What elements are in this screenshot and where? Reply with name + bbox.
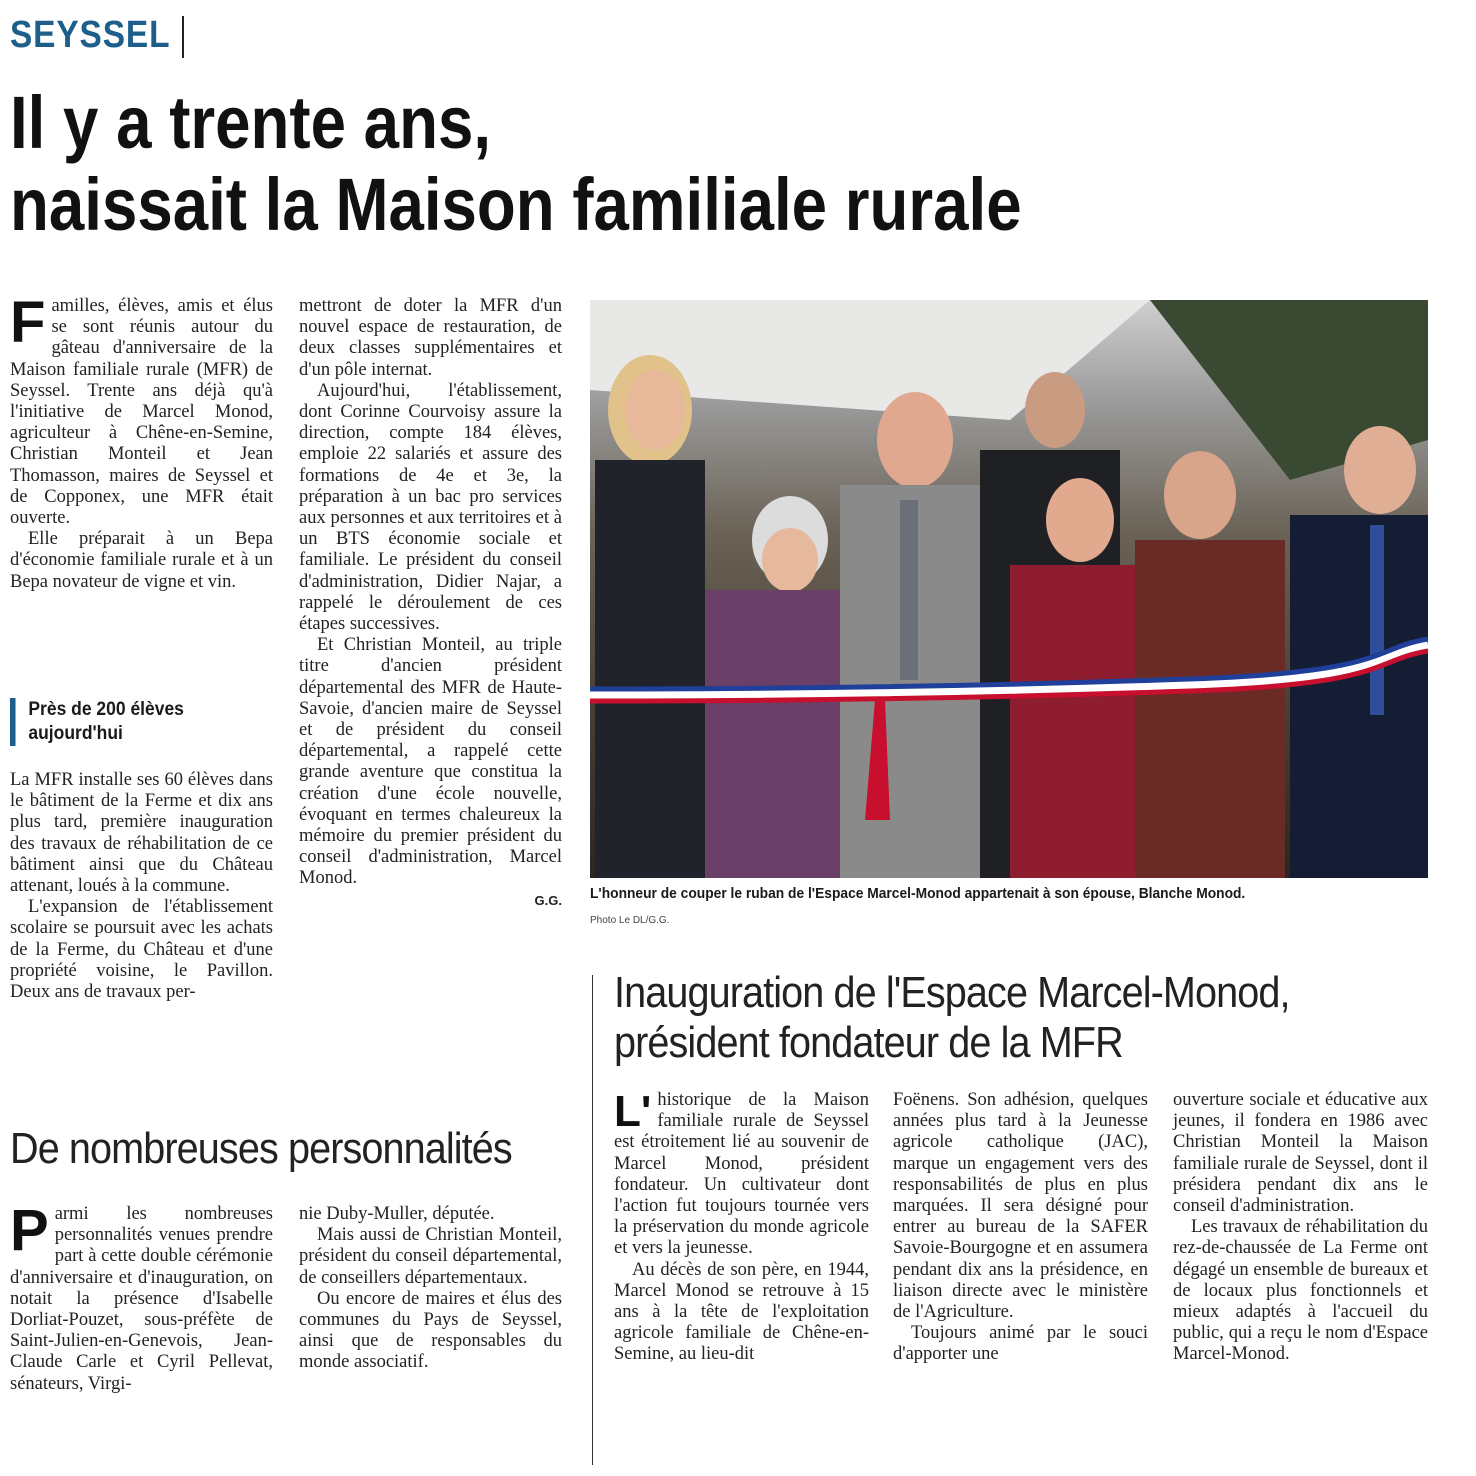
photo-credit: Photo Le DL/G.G. bbox=[590, 915, 670, 926]
photo-caption: L'honneur de couper le ruban de l'Espace Marcel-Monod appartenait à son épouse, Blanche Monod. bbox=[590, 885, 1246, 902]
article2-title-line-2: président fondateur de la MFR bbox=[614, 1018, 1123, 1067]
article1-paragraph: mettront de doter la MFR d'un nouvel espace de restauration, de deux classes supplémentaires et d'un pôle internat. bbox=[299, 296, 562, 380]
article2-paragraph: ouverture sociale et éducative aux jeunes, il fondera en 1986 avec Christian Monteil la Maison familiale rurale de Seyssel, dont il présidera pendant dix ans le conseil d'administration. bbox=[1173, 1090, 1428, 1217]
article1-paragraph: Elle préparait à un Bepa d'économie familiale rurale et à un Bepa novateur de vigne et vin. bbox=[10, 529, 273, 592]
article1-column-2 bbox=[299, 296, 562, 911]
photo-illustration bbox=[590, 300, 1428, 878]
article3-title: De nombreuses personnalités bbox=[10, 1124, 512, 1173]
headline-line-2: naissait la Maison familiale rurale bbox=[10, 163, 1022, 246]
article2-column-1 bbox=[614, 1087, 869, 1366]
article2-column-2 bbox=[893, 1090, 1148, 1366]
article2-title-line-1: Inauguration de l'Espace Marcel-Monod, bbox=[614, 968, 1290, 1017]
article3-paragraph: Mais aussi de Christian Monteil, président du conseil départemental, de conseillers départementaux. bbox=[299, 1225, 562, 1288]
article2-paragraph: Les travaux de réhabilitation du rez-de-chaussée de La Ferme ont dégagé un ensemble de bureaux et de locaux plus fonctionnels et mieux adaptés à l'accueil du public, qui a reçu le nom d'Espace Marcel-Monod. bbox=[1173, 1217, 1428, 1365]
article3-paragraph: Parmi les nombreuses personnalités venues prendre part à cette double cérémonie d'anniversaire et d'inauguration, on notait la présence d'Isabelle Dorliat-Pouzet, sous-préfète de Saint-Julien-en-Genevois, Jean-Claude Carle et Cyril Pellevat, sénateurs, Virgi- bbox=[10, 1198, 273, 1394]
ribbon-cutting-photo bbox=[590, 300, 1428, 878]
article2-divider bbox=[592, 975, 593, 1465]
article1-subhead: Près de 200 élèves aujourd'hui bbox=[10, 698, 263, 746]
section-rubric: SEYSSEL bbox=[10, 14, 171, 56]
article2-paragraph: Toujours animé par le souci d'apporter une bbox=[893, 1323, 1148, 1365]
article1-paragraph: La MFR installe ses 60 élèves dans le bâtiment de la Ferme et dix ans plus tard, première inauguration des travaux de réhabilitation de ce bâtiment ainsi que du Château attenant, loués à la commune. bbox=[10, 770, 273, 897]
article1-column-1-lower bbox=[10, 770, 273, 1003]
article2-paragraph: Foënens. Son adhésion, quelques années plus tard à la Jeunesse agricole catholique (JAC), marque un engagement vers des responsabilités de plus en plus marquées. Il sera désigné pour entrer au bureau de la SAFER Savoie-Bourgogne et en assumera pendant dix ans la présidence, en liaison directe avec le ministère de l'Agriculture. bbox=[893, 1090, 1148, 1323]
article1-signature: G.G. bbox=[534, 892, 562, 908]
rubric-divider bbox=[182, 16, 184, 58]
article2-title bbox=[614, 968, 1290, 1068]
article2-column-3 bbox=[1173, 1090, 1428, 1366]
headline bbox=[10, 82, 1022, 246]
dropcap: L' bbox=[614, 1087, 652, 1136]
article2-paragraph: Au décès de son père, en 1944, Marcel Monod se retrouve à 15 ans à la tête de l'exploitation agricole familiale de Chêne-en-Semine, au lieu-dit bbox=[614, 1259, 869, 1365]
headline-line-1: Il y a trente ans, bbox=[10, 81, 492, 164]
article1-paragraph: Et Christian Monteil, au triple titre d'ancien président départemental des MFR de Haute-Savoie, d'ancien maire de Seyssel et de président du conseil départemental, a rappelé cette grande aventure que constitua la création d'une école nouvelle, évoquant en termes chaleureux la mémoire du premier président du conseil d'administration, Marcel Monod. bbox=[299, 635, 562, 889]
article1-column-1 bbox=[10, 290, 273, 593]
article3-paragraph: nie Duby-Muller, députée. bbox=[299, 1204, 495, 1224]
article1-paragraph: Aujourd'hui, l'établissement, dont Corinne Courvoisy assure la direction, compte 184 élèves, emploie 22 salariés et assure des formations de 4e et 3e, la préparation à un bac pro services aux personnes et aux territoires et à un BTS économie sociale et familiale. Le président du conseil d'administration, Didier Najar, a rappelé le déroulement de ces étapes successives. bbox=[299, 380, 562, 635]
dropcap: F bbox=[10, 290, 46, 355]
article3-column-2 bbox=[299, 1204, 562, 1374]
article3-column-1 bbox=[10, 1198, 273, 1395]
article1-paragraph: Familles, élèves, amis et élus se sont réunis autour du gâteau d'anniversaire de la Maison familiale rurale (MFR) de Seyssel. Trente ans déjà qu'à l'initiative de Marcel Monod, agriculteur à Chêne-en-Semine, Christian Monteil et Jean Thomasson, maires de Seyssel et de Copponex, une MFR était ouverte. bbox=[10, 290, 273, 529]
article2-paragraph: L' historique de la Maison familiale rurale de Seyssel est étroitement lié au souvenir de Marcel Monod, président fondateur. Un cultivateur dont l'action fut toujours tournée vers la préservation du monde agricole et vers la jeunesse. bbox=[614, 1087, 869, 1259]
article1-paragraph: L'expansion de l'établissement scolaire se poursuit avec les achats de la Ferme, du Château et d'une propriété voisine, le Pavillon. Deux ans de travaux per- bbox=[10, 897, 273, 1003]
dropcap: P bbox=[10, 1198, 49, 1263]
article3-paragraph: Ou encore de maires et élus des communes du Pays de Seyssel, ainsi que de responsables du monde associatif. bbox=[299, 1288, 562, 1373]
